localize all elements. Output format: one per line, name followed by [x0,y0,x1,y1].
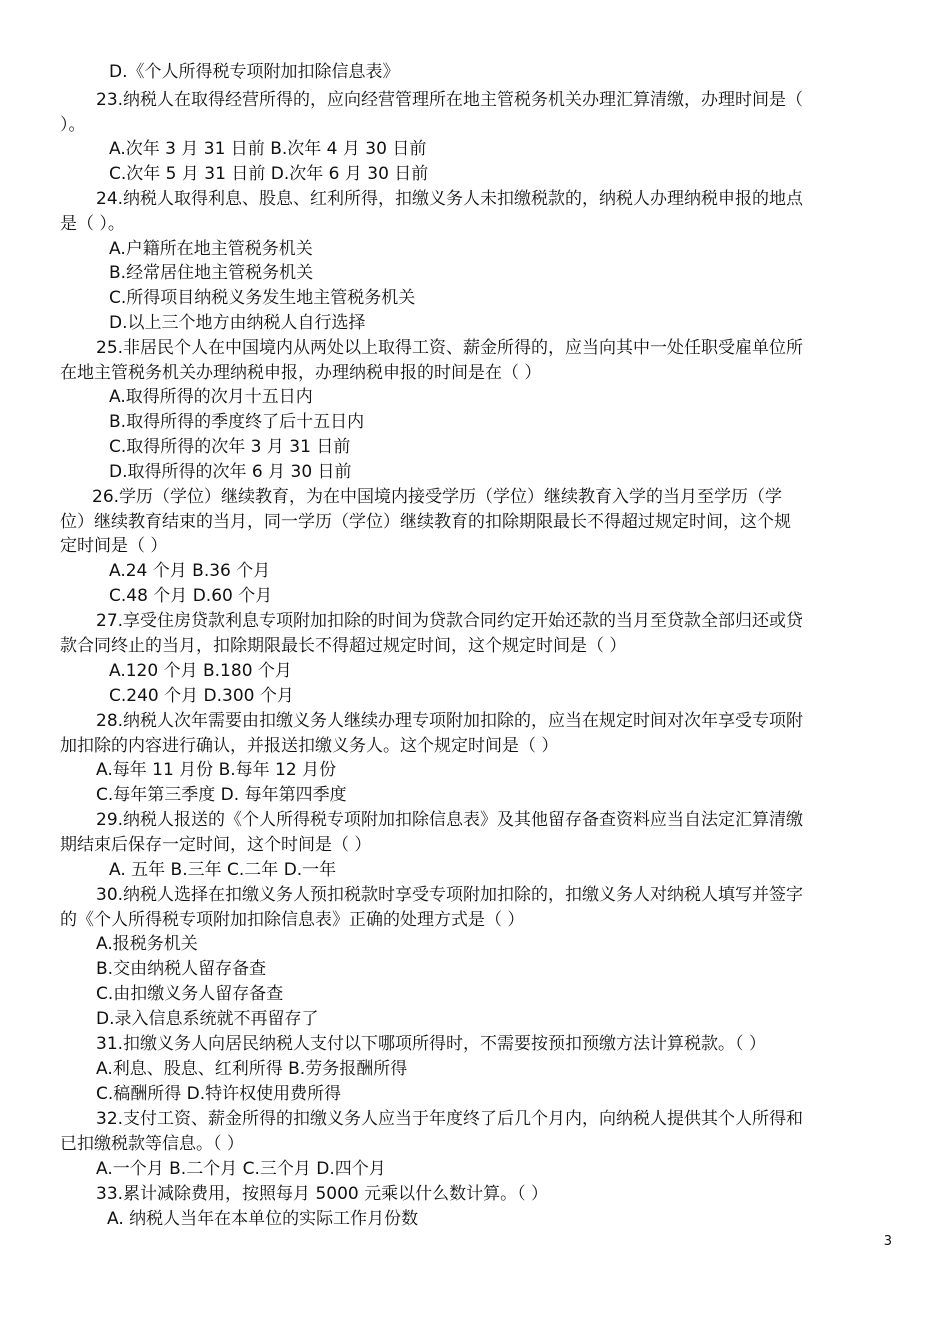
text-line: C.由扣缴义务人留存备查 [96,984,284,1004]
text-line: C.每年第三季度 D. 每年第四季度 [96,785,347,805]
text-line: D.《个人所得税专项附加扣除信息表》 [109,62,400,82]
text-line: 33.累计减除费用，按照每月 5000 元乘以什么数计算。（ ） [96,1184,549,1204]
text-line: A.120 个月 B.180 个月 [109,661,292,681]
text-line: 24.纳税人取得利息、股息、红利所得，扣缴义务人未扣缴税款的，纳税人办理纳税申报的地点 [96,189,804,209]
text-line: 32.支付工资、薪金所得的扣缴义务人应当于年度终了后几个月内，向纳税人提供其个人所得和 [96,1109,804,1129]
text-line: C.取得所得的次年 3 月 31 日前 [109,437,351,457]
text-line: C.240 个月 D.300 个月 [109,686,294,706]
text-line: A.报税务机关 [96,934,198,954]
text-line: 加扣除的内容进行确认，并报送扣缴义务人。这个规定时间是（ ） [60,736,559,756]
text-line: B.取得所得的季度终了后十五日内 [109,412,365,432]
text-line: C.次年 5 月 31 日前 D.次年 6 月 30 日前 [109,164,429,184]
text-line: 是（ ）。 [60,214,125,234]
text-line: C.48 个月 D.60 个月 [109,586,273,606]
text-line: B.交由纳税人留存备查 [96,959,267,979]
text-line: 在地主管税务机关办理纳税申报，办理纳税申报的时间是在（ ） [60,363,542,383]
text-line: 28.纳税人次年需要由扣缴义务人继续办理专项附加扣除的，应当在规定时间对次年享受专项附 [96,711,804,731]
text-line: A.每年 11 月份 B.每年 12 月份 [96,760,337,780]
text-line: C.所得项目纳税义务发生地主管税务机关 [109,288,416,308]
text-line: A.次年 3 月 31 日前 B.次年 4 月 30 日前 [109,139,427,159]
text-line: 的《个人所得税专项附加扣除信息表》正确的处理方式是（ ） [60,910,525,930]
text-line: 29.纳税人报送的《个人所得税专项附加扣除信息表》及其他留存备查资料应当自法定汇算清缴 [96,810,804,830]
text-line: 23.纳税人在取得经营所得的，应向经营管理所在地主管税务机关办理汇算清缴，办理时间是（ [96,90,804,110]
text-line: A. 纳税人当年在本单位的实际工作月份数 [107,1209,419,1229]
text-line: D.以上三个地方由纳税人自行选择 [109,313,366,333]
text-line: 已扣缴税款等信息。（ ） [60,1134,244,1154]
text-line: 位）继续教育结束的当月，同一学历（学位）继续教育的扣除期限最长不得超过规定时间，这个规 [60,512,791,532]
text-line: A.24 个月 B.36 个月 [109,561,271,581]
text-line: C.稿酬所得 D.特许权使用费所得 [96,1084,342,1104]
text-line: B.经常居住地主管税务机关 [109,263,314,283]
text-line: 期结束后保存一定时间，这个时间是（ ） [60,835,372,855]
text-line: A.户籍所在地主管税务机关 [109,239,313,259]
text-line: 30.纳税人选择在扣缴义务人预扣税款时享受专项附加扣除的，扣缴义务人对纳税人填写并签字 [96,885,804,905]
text-line: D.取得所得的次年 6 月 30 日前 [109,462,352,482]
text-line: A.利息、股息、红利所得 B.劳务报酬所得 [96,1059,408,1079]
text-line: A.一个月 B.二个月 C.三个月 D.四个月 [96,1159,386,1179]
text-line: 31.扣缴义务人向居民纳税人支付以下哪项所得时，不需要按预扣预缴方法计算税款。（ ） [96,1034,766,1054]
text-line: 25.非居民个人在中国境内从两处以上取得工资、薪金所得的，应当向其中一处任职受雇单位所 [96,338,804,358]
text-line: 27.享受住房贷款利息专项附加扣除的时间为贷款合同约定开始还款的当月至贷款全部归还或贷 [96,611,804,631]
text-line: 定时间是（ ） [60,536,168,556]
text-line: 款合同终止的当月，扣除期限最长不得超过规定时间，这个规定时间是（ ） [60,636,627,656]
text-line: D.录入信息系统就不再留存了 [96,1009,319,1029]
text-line: A. 五年 B.三年 C.二年 D.一年 [109,860,337,880]
page-number: 3 [883,1234,892,1249]
text-line: 26.学历（学位）继续教育，为在中国境内接受学历（学位）继续教育入学的当月至学历（学 [92,487,783,507]
text-line: A.取得所得的次月十五日内 [109,387,313,407]
text-line: ）。 [60,115,86,135]
